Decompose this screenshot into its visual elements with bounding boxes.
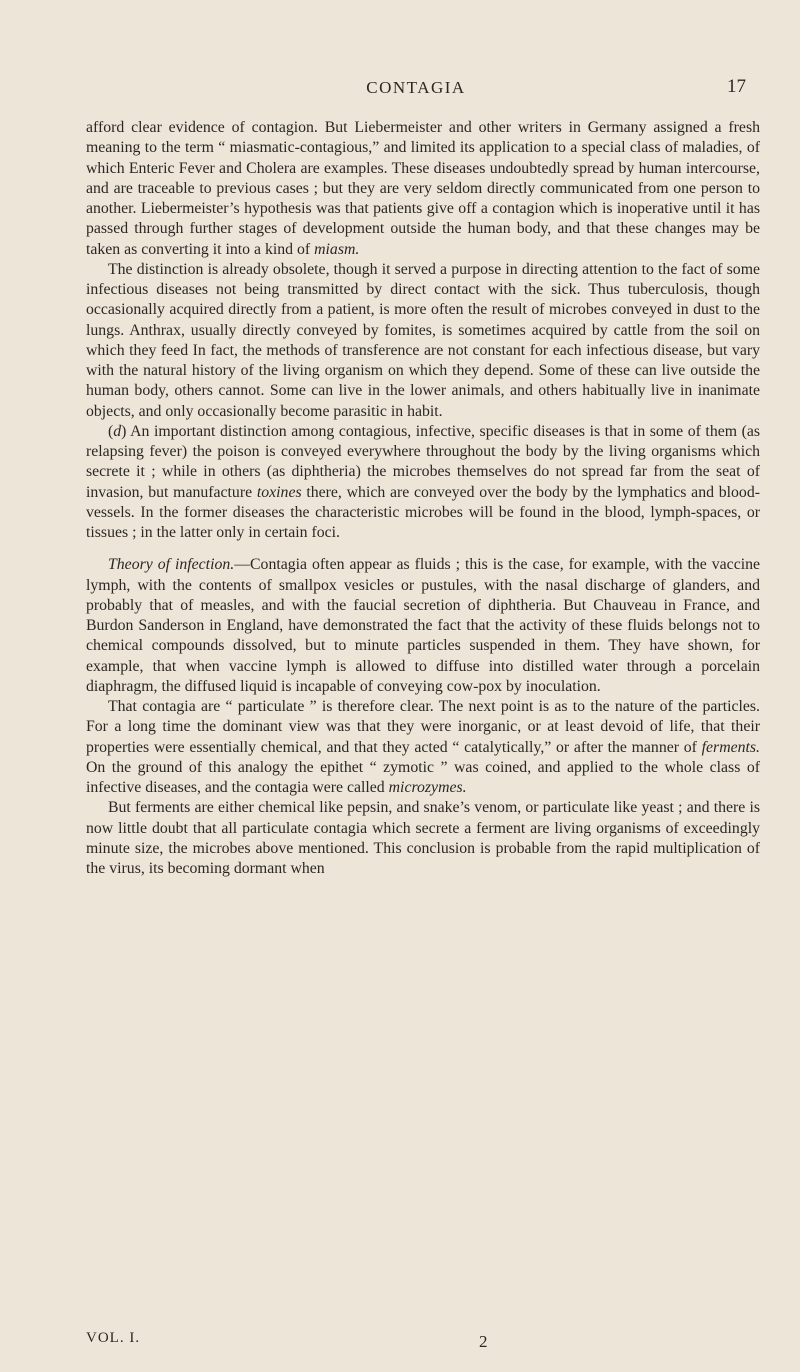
- italic-text: d: [113, 422, 122, 440]
- paragraph-p6: [86, 798, 760, 879]
- body-text: [86, 118, 760, 879]
- text-run: —Contagia often appear as fluids ; this is the case, for example, with the vaccine lymph, with the contents of smallpox vesicles or pustules, with the nasal discharge of glanders, and probably that of measles, and with the faucial secretion of diphtheria. But Chauveau in France, and Burdon Sanderson in England, have demonstrated the fact that the activity of these fluids belongs not to chemical compounds dissolved, but to minute particles suspended in them. They have shown, for example, that when vaccine lymph is allowed to diffuse into distilled water through a porcelain diaphragm, the diffused liquid is incapable of conveying cow-pox by inoculation.: [86, 556, 760, 695]
- text-run: That contagia are “ particulate ” is therefore clear. The next point is as to the nature of the particles. For a long time the dominant view was that they were inorganic, or at least devoid of life, that their properties were essentially chemical, and that they acted “ catalytically,” or after the manner of: [86, 698, 760, 756]
- italic-text: miasm.: [314, 240, 360, 258]
- paragraph-p3: [86, 422, 760, 544]
- italic-text: Theory of infection.: [108, 556, 235, 574]
- text-run: (: [108, 422, 114, 440]
- paragraph-p2: [86, 260, 760, 422]
- italic-text: toxines: [256, 483, 302, 501]
- text-run: The distinction is already obsolete, though it served a purpose in directing attention to the fact of some infectious diseases not being transmitted by direct contact with the sick. Thus tuberculosis, though occasionally acquired directly from a patient, is more often the result of microbes conveyed in dust to the lungs. Anthrax, usually directly conveyed by fomites, is sometimes acquired by cattle from the soil on which they feed In fact, the methods of transference are not constant for each infectious disease, but vary with the natural history of the living organism on which they depend. Some of these can live outside the human body, others cannot. Some can live in the lower animals, and others habitually live in inanimate objects, and only occasionally become parasitic in habit.: [86, 260, 760, 420]
- paragraph-p4: [86, 555, 760, 697]
- running-title: CONTAGIA: [366, 78, 466, 97]
- text-run: there, which are conveyed over the body by the lymphatics and blood-vessels. In the former diseases the characteristic microbes will be found in the blood, lymph-spaces, or tissues ; in the latter only in certain foci.: [86, 483, 760, 541]
- text-run: afford clear evidence of contagion. But Liebermeister and other writers in Germany assigned a fresh meaning to the term “ miasmatic-contagious,” and limited its application to a special class of maladies, of which Enteric Fever and Cholera are examples. These diseases undoubtedly spread by human intercourse, and are traceable to previous cases ; but they are very seldom directly communicated from one person to another. Liebermeister’s hypothesis was that patients give off a contagion which is inoperative until it has passed through further stages of development outside the human body, and that these changes may be taken as converting it into a kind of: [86, 119, 760, 258]
- paragraph-p1: [86, 118, 760, 260]
- page-footer: [86, 1330, 746, 1354]
- italic-text: microzymes.: [388, 779, 467, 796]
- italic-text: ferments.: [701, 738, 760, 756]
- page-number: 17: [727, 76, 746, 97]
- signature-mark: 2: [479, 1332, 488, 1351]
- page-header: [86, 78, 746, 102]
- text-run: ) An important distinction among contagious, infective, specific diseases is that in some of them (as relapsing fever) the poison is conveyed everywhere throughout the body by the living organisms which secrete it ; while in others (as diphtheria) the microbes themselves do not spread far from the seat of invasion, but manufacture: [86, 422, 760, 501]
- text-run: On the ground of this analogy the epithet “ zymotic ” was coined, and applied to the whole class of infective diseases, and the contagia were called: [86, 758, 760, 796]
- text-run: But ferments are either chemical like pepsin, and snake’s venom, or particulate like yeast ; and there is now little doubt that all particulate contagia which secrete a ferment are living organisms of exceedingly minute size, the microbes above mentioned. This conclusion is probable from the rapid multiplication of the virus, its becoming dormant when: [86, 799, 760, 877]
- paragraph-p5: [86, 697, 760, 798]
- volume-label: VOL. I.: [86, 1330, 141, 1346]
